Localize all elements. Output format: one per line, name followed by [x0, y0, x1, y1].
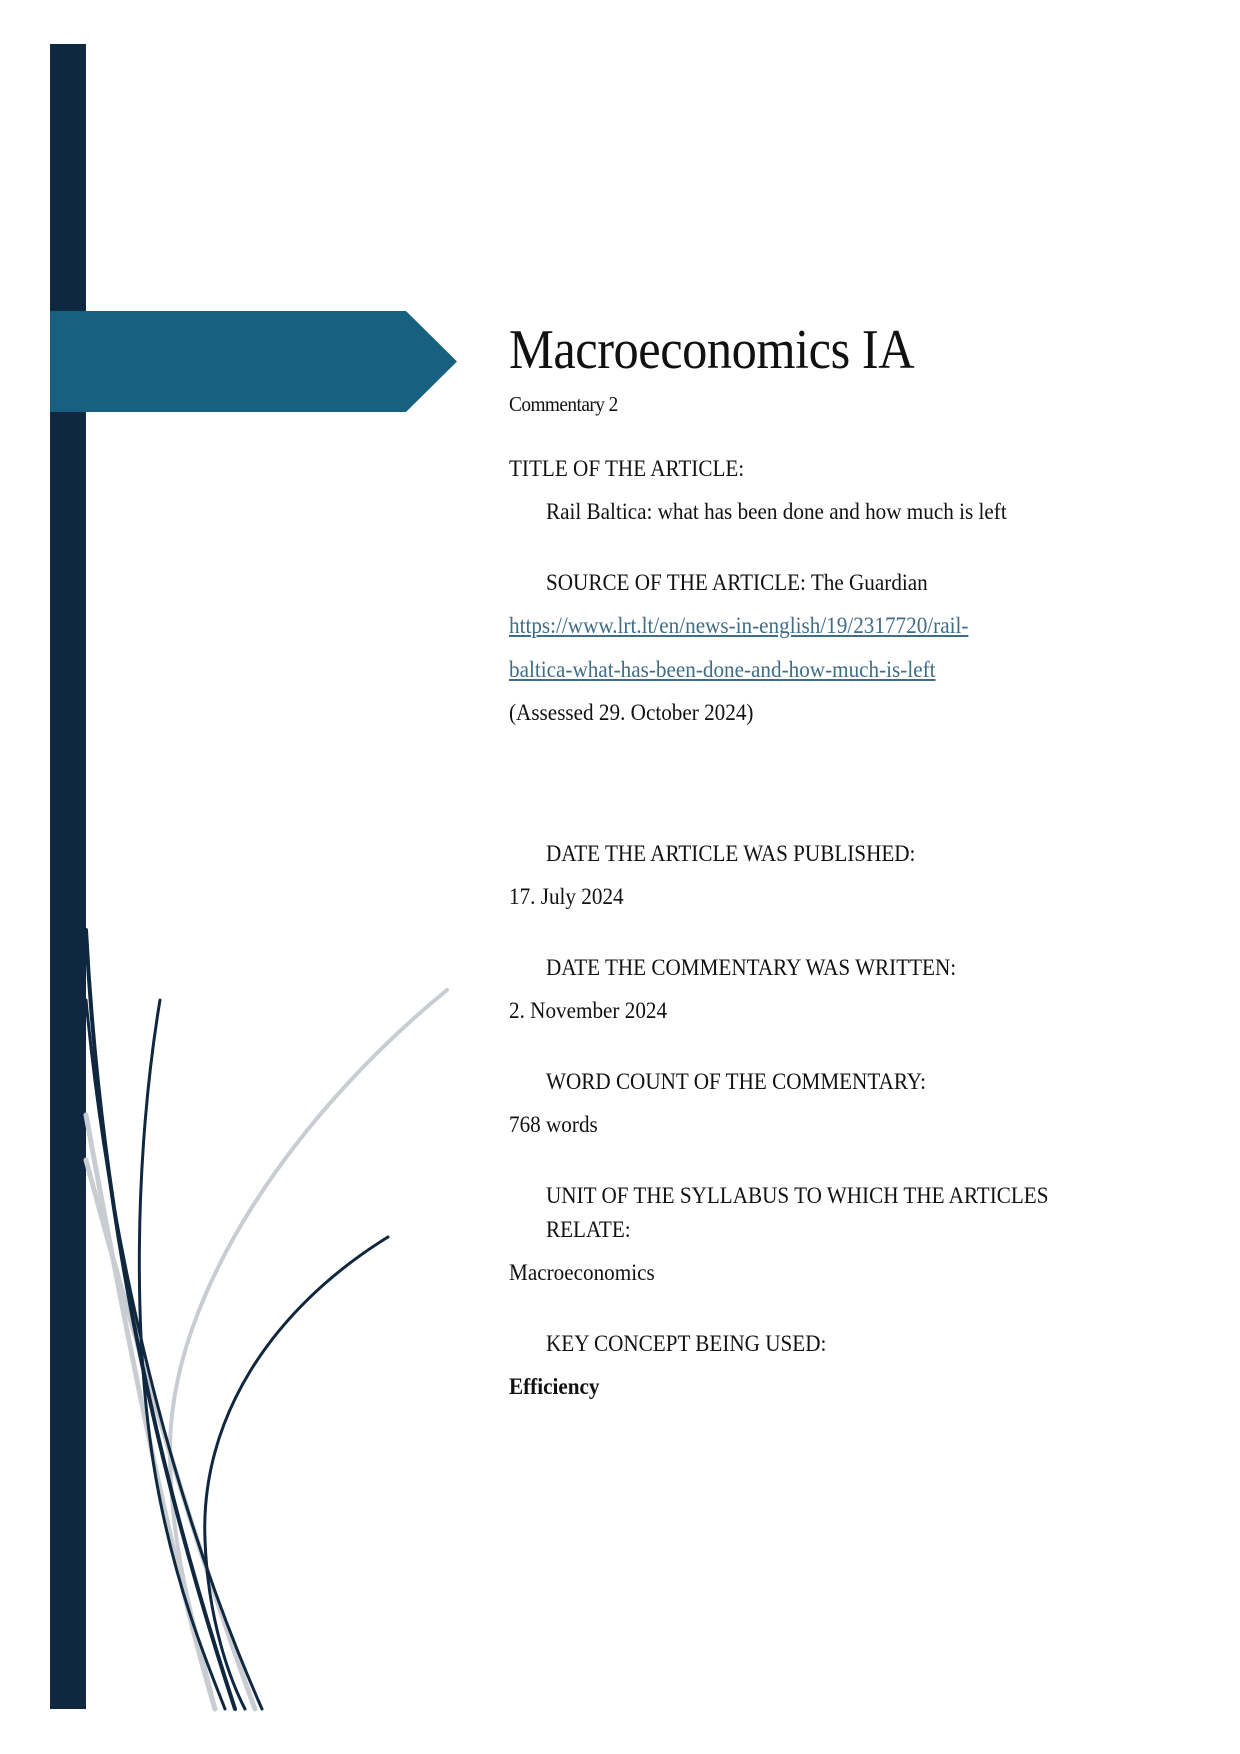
- cover-sidebar-bar: [50, 44, 86, 1709]
- source-url-link-continued[interactable]: baltica-what-has-been-done-and-how-much-is-left: [509, 657, 936, 682]
- article-title: Rail Baltica: what has been done and how much is left: [546, 499, 1007, 524]
- source-label: SOURCE OF THE ARTICLE: The Guardian: [546, 570, 928, 595]
- source-url-link[interactable]: https://www.lrt.lt/en/news-in-english/19/2317720/rail-: [509, 613, 969, 638]
- unit-label: UNIT OF THE SYLLABUS TO WHICH THE ARTICLES: [546, 1183, 1049, 1208]
- word-count: 768 words: [509, 1112, 598, 1137]
- written-date: 2. November 2024: [509, 998, 668, 1023]
- cover-arrow-banner: [50, 311, 457, 412]
- accessed-date: (Assessed 29. October 2024): [509, 700, 754, 725]
- published-date: 17. July 2024: [509, 884, 624, 909]
- key-concept-value: Efficiency: [509, 1374, 600, 1399]
- page-subtitle: Commentary 2: [509, 392, 618, 416]
- article-title-label: TITLE OF THE ARTICLE:: [509, 456, 745, 481]
- key-concept-label: KEY CONCEPT BEING USED:: [546, 1331, 827, 1356]
- unit-value: Macroeconomics: [509, 1260, 655, 1285]
- written-label: DATE THE COMMENTARY WAS WRITTEN:: [546, 955, 957, 980]
- page-title: Macroeconomics IA: [509, 319, 915, 381]
- published-label: DATE THE ARTICLE WAS PUBLISHED:: [546, 841, 916, 866]
- word-count-label: WORD COUNT OF THE COMMENTARY:: [546, 1069, 927, 1094]
- unit-label-continued: RELATE:: [546, 1217, 631, 1242]
